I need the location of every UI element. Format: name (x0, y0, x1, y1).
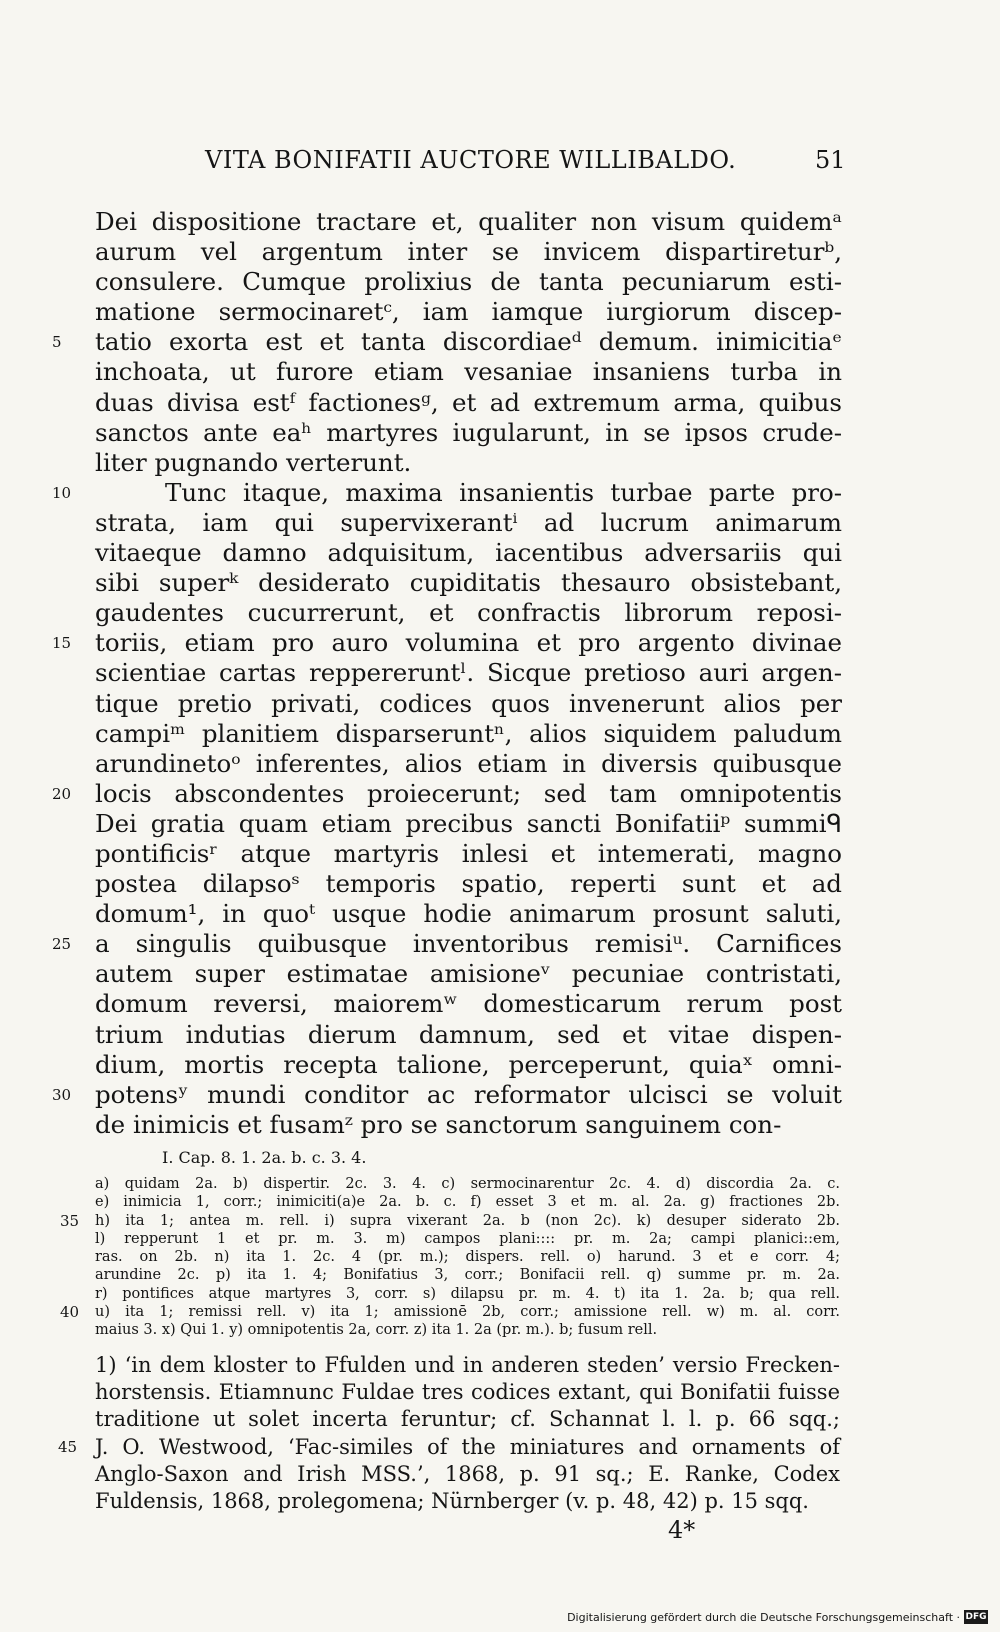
text-line (0, 598, 1000, 628)
text-line-text: dium, mortis recepta talione, perceperunt, quiaˣ omni- (95, 1049, 842, 1079)
text-line (0, 869, 1000, 899)
line-number: 5 (52, 333, 62, 352)
text-line-text: potensʸ mundi conditor ac reformator ulcisci se voluit (95, 1079, 842, 1109)
variant-line-text: a) quidam 2a. b) dispertir. 2c. 3. 4. c) sermocinarentur 2c. 4. d) discordia 2a. c. (95, 1176, 840, 1192)
text-line (0, 628, 1000, 658)
variant-line-text: maius 3. x) Qui 1. y) omnipotentis 2a, corr. z) ita 1. 2a (pr. m.). b; fusum rell. (95, 1322, 658, 1338)
text-line-text: liter pugnando verterunt. (95, 447, 412, 477)
text-line-text: aurum vel argentum inter se invicem dispartireturᵇ, (95, 237, 842, 267)
text-line-text: domum¹, in quoᵗ usque hodie animarum prosunt saluti, (95, 899, 842, 929)
text-line-text: gaudentes cucurrerunt, et confractis librorum reposi- (95, 598, 842, 628)
text-line-text: tatio exorta est et tanta discordiaeᵈ demum. inimicitiaᵉ (95, 327, 842, 357)
text-line (0, 959, 1000, 989)
text-line-text: Dei dispositione tractare et, qualiter non visum quidemᵃ (95, 207, 842, 236)
text-line-text: campiᵐ planitiem disparseruntⁿ, alios siquidem paludum (95, 718, 842, 748)
text-line (0, 267, 1000, 297)
text-line-text: sibi superᵏ desiderato cupiditatis thesauro obsistebant, (95, 568, 842, 598)
text-line-text: domum reversi, maioremʷ domesticarum rerum post (95, 989, 842, 1019)
text-line (0, 207, 1000, 237)
text-line-text: toriis, etiam pro auro volumina et pro argento divinae (95, 628, 842, 658)
text-line-text: matione sermocinaretᶜ, iam iamque iurgiorum discep- (95, 297, 842, 327)
text-line-text: de inimicis et fusamᶻ pro se sanctorum sanguinem con- (95, 1109, 782, 1139)
text-line-text: trium indutias dierum damnum, sed et vitae dispen- (95, 1019, 842, 1049)
footnote-line-text: Anglo-Saxon and Irish MSS.’, 1868, p. 91 sq.; E. Ranke, Codex (95, 1461, 840, 1486)
text-line (0, 839, 1000, 869)
text-line (0, 658, 1000, 688)
text-line-text: strata, iam qui supervixerantⁱ ad lucrum animarum (95, 507, 842, 537)
variant-line-text: l) repperunt 1 et pr. m. 3. m) campos plani:::: pr. m. 2a; campi planici::em, (95, 1230, 840, 1247)
footnote-line-text: horstensis. Etiamnunc Fuldae tres codices extant, qui Bonifatii fuisse (95, 1380, 840, 1405)
text-line (0, 237, 1000, 267)
line-number: 20 (52, 784, 72, 803)
text-line (0, 388, 1000, 418)
text-line-text: consulere. Cumque prolixius de tanta pecuniarum esti- (95, 267, 842, 297)
variant-line (0, 1266, 1000, 1284)
text-line (0, 779, 1000, 809)
text-line-text: arundinetoᵒ inferentes, alios etiam in diversis quibusque (95, 748, 842, 778)
text-line (0, 538, 1000, 568)
page-number: 51 (815, 146, 846, 174)
line-number: 15 (52, 634, 72, 653)
text-line (0, 1050, 1000, 1080)
footnotes (0, 1352, 1000, 1515)
variant-line (0, 1303, 1000, 1321)
footnote-line (0, 1434, 1000, 1461)
text-line (0, 478, 1000, 508)
line-number: 25 (52, 935, 72, 954)
text-line (0, 508, 1000, 538)
line-number: 30 (52, 1085, 72, 1104)
text-line-text: sanctos ante eaʰ martyres iugularunt, in se ipsos crude- (95, 417, 842, 447)
signature-mark: 4* (668, 1516, 696, 1544)
text-line (0, 357, 1000, 387)
footnote-line-text: 1) ‘in dem kloster to Ffulden und in anderen steden’ versio Frecken- (95, 1353, 840, 1377)
footnote-line-text: Fuldensis, 1868, prolegomena; Nürnberger (v. p. 48, 42) p. 15 sqq. (95, 1488, 809, 1513)
text-line (0, 327, 1000, 357)
running-head: VITA BONIFATII AUCTORE WILLIBALDO. (205, 146, 737, 174)
variant-line-text: arundine 2c. p) ita 1. 4; Bonifatius 3, corr.; Bonifacii rell. q) summe pr. m. 2a. (95, 1267, 840, 1284)
text-line-text: a singulis quibusque inventoribus remisiᵘ. Carnifices (95, 929, 842, 959)
variant-line-text: u) ita 1; remissi rell. v) ita 1; amissionē 2b, corr.; amissione rell. w) m. al. corr. (95, 1303, 840, 1320)
text-line (0, 1020, 1000, 1050)
text-line-text: inchoata, ut furore etiam vesaniae insaniens turba in (95, 357, 842, 387)
line-number: 10 (52, 483, 72, 502)
variant-line (0, 1285, 1000, 1303)
text-line-text: postea dilapsoˢ temporis spatio, reperti sunt et ad (95, 869, 842, 899)
text-line (0, 989, 1000, 1019)
text-line (0, 568, 1000, 598)
footnote-line-text: J. O. Westwood, ‘Fac-similes of the miniatures and ornaments of (95, 1434, 840, 1459)
dfg-logo: DFG (965, 1612, 987, 1622)
footnote-line-text: traditione ut solet incerta feruntur; cf. Schannat l. l. p. 66 sqq.; (95, 1407, 840, 1432)
variant-line-text: e) inimicia 1, corr.; inimiciti(a)e 2a. b. c. f) esset 3 et m. al. 2a. g) fractiones 2b. (95, 1194, 840, 1211)
variant-line (0, 1230, 1000, 1248)
variant-line (0, 1248, 1000, 1266)
main-text (0, 207, 1000, 1140)
variant-line-text: ras. on 2b. n) ita 1. 2c. 4 (pr. m.); dispers. rell. o) harund. 3 et e corr. 4; (95, 1249, 840, 1265)
text-line (0, 749, 1000, 779)
funding-note: Digitalisierung gefördert durch die Deutsche Forschungsgemeinschaft · (567, 1611, 960, 1624)
text-line-text: autem super estimatae amisioneᵛ pecuniae contristati, (95, 959, 842, 989)
text-line (0, 899, 1000, 929)
footnote-line (0, 1406, 1000, 1433)
line-number: 45 (58, 1437, 78, 1456)
footnote-line (0, 1379, 1000, 1406)
text-line-text: scientiae cartas reppereruntˡ. Sicque pretioso auri argen- (95, 658, 842, 688)
text-line-text: Tunc itaque, maxima insanientis turbae parte pro- (165, 477, 842, 507)
source-line: I. Cap. 8. 1. 2a. b. c. 3. 4. (162, 1148, 367, 1167)
footnote-line (0, 1488, 1000, 1515)
footnote-line (0, 1352, 1000, 1379)
text-line (0, 297, 1000, 327)
text-line-text: pontificisʳ atque martyris inlesi et intemerati, magno (95, 838, 842, 868)
text-line (0, 1080, 1000, 1110)
text-line-text: duas divisa estᶠ factionesᵍ, et ad extremum arma, quibus (95, 387, 842, 417)
text-line-text: vitaeque damno adquisitum, iacentibus adversariis qui (95, 538, 842, 568)
text-line (0, 929, 1000, 959)
line-number: 40 (60, 1302, 80, 1321)
variant-line-text: r) pontifices atque martyres 3, corr. s) dilapsu pr. m. 4. t) ita 1. 2a. b; qua rell. (95, 1285, 840, 1302)
text-line-text: tique pretio privati, codices quos invenerunt alios per (95, 688, 842, 718)
text-line (0, 448, 1000, 478)
text-line-text: Dei gratia quam etiam precibus sancti Bonifatiiᵖ summiᑫ (95, 808, 842, 838)
text-line (0, 809, 1000, 839)
text-line (0, 418, 1000, 448)
text-line (0, 719, 1000, 749)
variant-line (0, 1212, 1000, 1230)
footnote-line (0, 1461, 1000, 1488)
variant-line (0, 1175, 1000, 1193)
variant-apparatus (0, 1175, 1000, 1339)
text-line-text: locis abscondentes proiecerunt; sed tam omnipotentis (95, 778, 842, 808)
variant-line (0, 1193, 1000, 1211)
line-number: 35 (60, 1211, 80, 1230)
text-line (0, 689, 1000, 719)
variant-line (0, 1321, 1000, 1339)
text-line (0, 1110, 1000, 1140)
variant-line-text: h) ita 1; antea m. rell. i) supra vixerant 2a. b (non 2c). k) desuper siderato 2b. (95, 1212, 840, 1229)
